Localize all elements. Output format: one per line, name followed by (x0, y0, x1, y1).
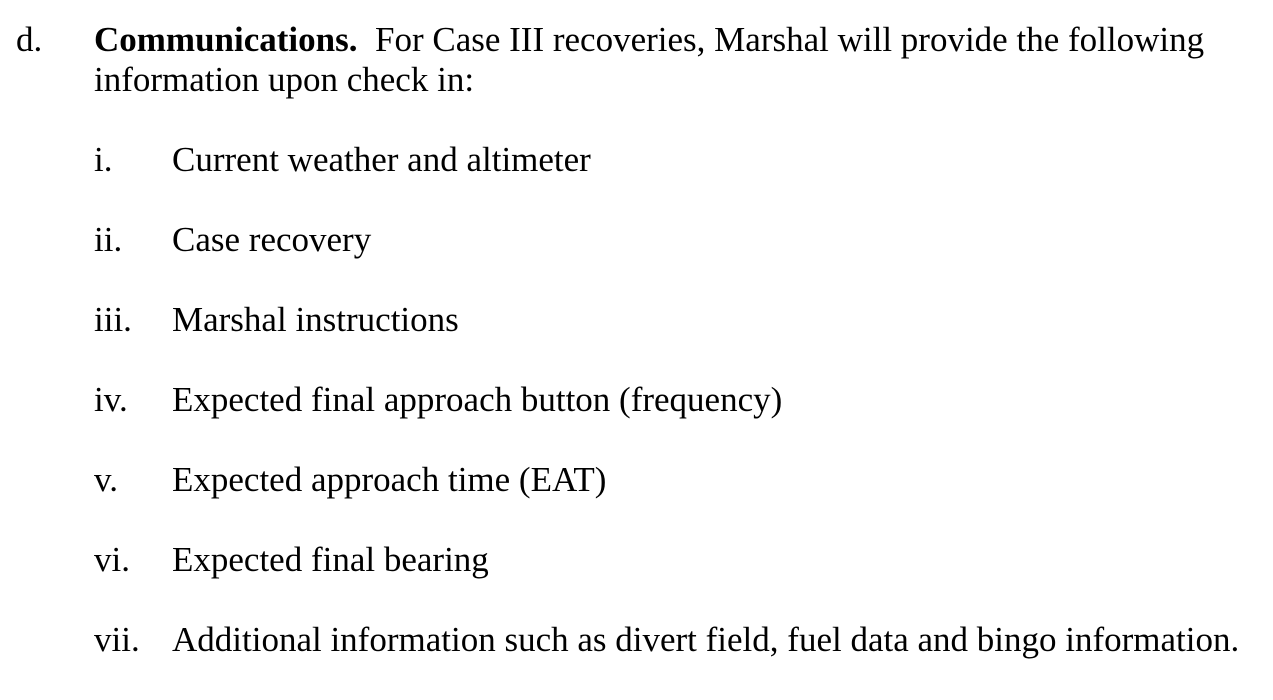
list-item-number: iii. (94, 300, 132, 339)
paragraph-text: For Case III recoveries, Marshal will provide the following information upon check in: (94, 20, 1205, 99)
list-item-text: Case recovery (172, 220, 372, 259)
paragraph-body (94, 20, 1254, 100)
list-item-text: Expected approach time (EAT) (172, 460, 607, 499)
list-item-number: i. (94, 140, 113, 179)
list-item-text: Marshal instructions (172, 300, 459, 339)
list-item-text: Additional information such as divert field, fuel data and bingo information. (172, 620, 1240, 659)
list-item-number: ii. (94, 220, 123, 259)
list-item-text: Expected final bearing (172, 540, 489, 579)
paragraph-marker: d. (16, 20, 43, 59)
list-item-number: v. (94, 460, 118, 499)
list-item-text: Current weather and altimeter (172, 140, 591, 179)
list-item-number: vii. (94, 620, 140, 659)
list-item-number: iv. (94, 380, 128, 419)
list-item-number: vi. (94, 540, 130, 579)
paragraph-heading: Communications. (94, 20, 358, 59)
list-item-text: Expected final approach button (frequency) (172, 380, 783, 419)
